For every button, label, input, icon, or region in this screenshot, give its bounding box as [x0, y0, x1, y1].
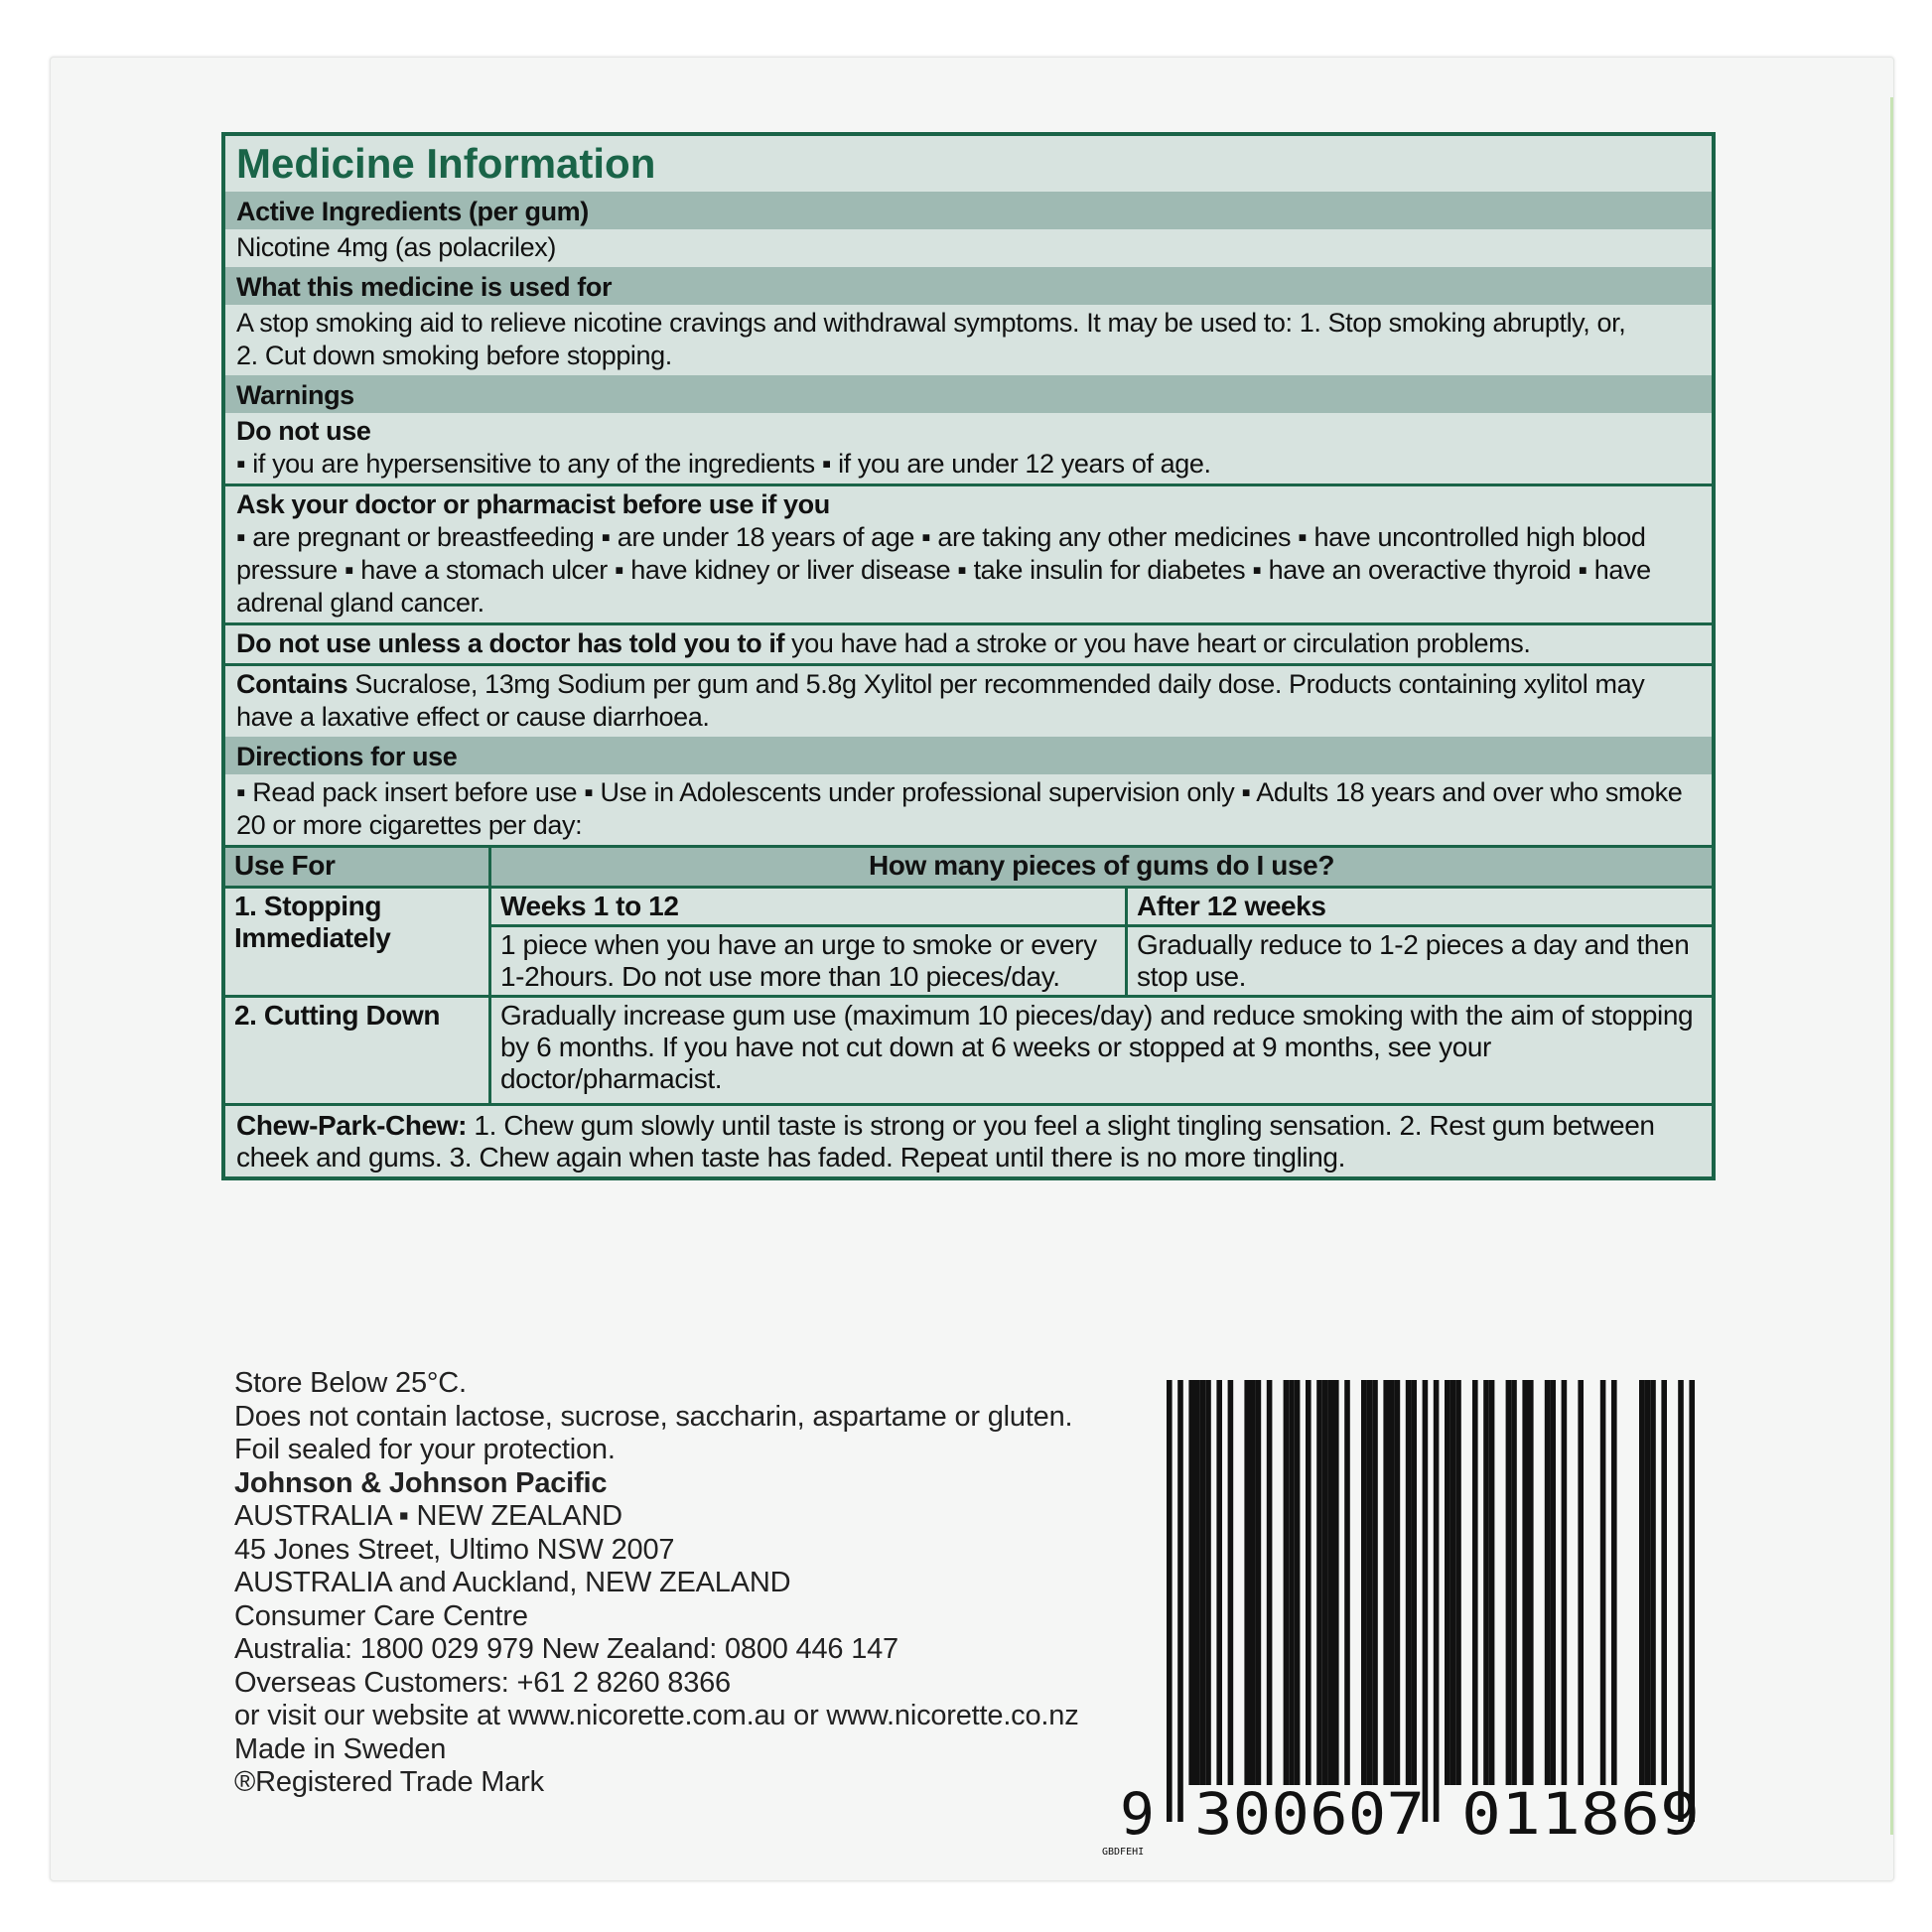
- chew-park-chew-section: [225, 1106, 1712, 1176]
- barcode-bar: [1244, 1380, 1250, 1785]
- barcode-bar: [1434, 1380, 1440, 1822]
- after-text: Gradually reduce to 1-2 pieces a day and then stop use.: [1127, 926, 1713, 997]
- weeks-text: 1 piece when you have an urge to smoke or every 1-2hours. Do not use more than 10 pieces/day.: [490, 926, 1127, 997]
- barcode-bar: [1450, 1380, 1456, 1785]
- ask-doctor-section: [225, 483, 1712, 622]
- barcode-bar: [1600, 1380, 1606, 1785]
- barcode-bar: [1177, 1380, 1183, 1822]
- barcode-bar: [1383, 1380, 1389, 1785]
- ask-doctor-heading: Ask your doctor or pharmacist before use if you: [236, 489, 830, 519]
- barcode-bar: [1344, 1380, 1350, 1785]
- do-not-use-text: ▪ if you are hypersensitive to any of the ingredients ▪ if you are under 12 years of age.: [236, 449, 1211, 479]
- barcode-bar: [1167, 1380, 1173, 1822]
- barcode-bar: [1367, 1380, 1373, 1785]
- dose-table: [225, 845, 1712, 1106]
- barcode-bar: [1372, 1380, 1378, 1785]
- countries-text: AUSTRALIA ▪ NEW ZEALAND: [234, 1500, 622, 1532]
- doctor-told-section: [225, 622, 1712, 663]
- barcode-small-code: GBDFEHI: [1102, 1847, 1145, 1858]
- website-text: or visit our website at www.nicorette.com.au or www.nicorette.co.nz: [234, 1700, 1079, 1731]
- care-centre-text: Consumer Care Centre: [234, 1599, 528, 1632]
- barcode-bar: [1216, 1380, 1222, 1785]
- directions-text: ▪ Read pack insert before use ▪ Use in Adolescents under professional supervision only ▪ Adults 18 years and over who smoke 20 or more cigarettes per day:: [236, 777, 1683, 840]
- barcode-bar: [1455, 1380, 1461, 1785]
- barcode-bar: [1306, 1380, 1311, 1785]
- overseas-text: Overseas Customers: +61 2 8260 8366: [234, 1666, 731, 1699]
- store-text: Store Below 25°C.: [234, 1367, 467, 1399]
- barcode-bar: [1250, 1380, 1256, 1785]
- barcode-bar: [1389, 1380, 1395, 1785]
- use-for-heading: Use For: [225, 847, 490, 888]
- stopping-row: [225, 888, 1712, 926]
- do-not-use-section: [225, 413, 1712, 483]
- warnings-heading: Warnings: [225, 375, 1712, 413]
- barcode-bar: [1528, 1380, 1534, 1785]
- after-heading: After 12 weeks: [1127, 888, 1713, 926]
- chew-text: 1. Chew gum slowly until taste is strong or you feel a slight tingling sensation. 2. Rest gum between cheek and gums. 3. Chew again when taste has faded. Repeat until there is no more tingling.: [236, 1110, 1655, 1173]
- barcode-bar: [1578, 1380, 1584, 1785]
- barcode-bar: [1522, 1380, 1528, 1785]
- cutting-label: 2. Cutting Down: [225, 997, 490, 1105]
- active-ingredients-text: Nicotine 4mg (as polacrilex): [236, 232, 556, 262]
- chew-bold: Chew-Park-Chew:: [236, 1110, 468, 1141]
- barcode-bar: [1661, 1380, 1667, 1785]
- barcode-bar: [1472, 1380, 1478, 1785]
- do-not-use-heading: Do not use: [236, 416, 371, 446]
- medicine-information-box: [221, 132, 1716, 1180]
- no-contain-text: Does not contain lactose, sucrose, saccharin, aspartame or gluten.: [234, 1400, 1073, 1433]
- directions-heading: Directions for use: [225, 737, 1712, 774]
- medicine-info-title: Medicine Information: [236, 140, 656, 187]
- dose-table-header-row: [225, 847, 1712, 888]
- barcode-bar: [1483, 1380, 1489, 1785]
- barcode-bar: [1678, 1380, 1684, 1822]
- stopping-label: 1. Stopping Immediately: [225, 888, 490, 997]
- barcode-bar: [1256, 1380, 1262, 1785]
- barcode-bar: [1322, 1380, 1328, 1785]
- barcode-bar: [1395, 1380, 1401, 1785]
- barcode-bar: [1194, 1380, 1200, 1785]
- trademark-text: ®Registered Trade Mark: [234, 1766, 544, 1798]
- barcode-bars: [1167, 1380, 1695, 1822]
- barcode-bar: [1650, 1380, 1656, 1785]
- barcode-bar: [1562, 1380, 1568, 1785]
- barcode-bar: [1423, 1380, 1429, 1822]
- barcode-bar: [1645, 1380, 1651, 1785]
- barcode-first-digit: 9: [1120, 1780, 1155, 1848]
- barcode-bar: [1689, 1380, 1695, 1822]
- doctor-told-text: you have had a stroke or you have heart or circulation problems.: [784, 628, 1531, 658]
- barcode-bar: [1295, 1380, 1301, 1785]
- barcode-right-digits: 011869: [1461, 1780, 1700, 1848]
- barcode-bar: [1406, 1380, 1412, 1785]
- barcode-bar: [1200, 1380, 1206, 1785]
- contains-bold: Contains: [236, 669, 348, 699]
- barcode-bar: [1361, 1380, 1367, 1785]
- barcode-bar: [1411, 1380, 1417, 1785]
- barcode-bar: [1489, 1380, 1495, 1785]
- cutting-text: Gradually increase gum use (maximum 10 pieces/day) and reduce smoking with the aim of stopping by 6 months. If you have not cut down at 6 weeks or stopped at 9 months, see your doctor/pharmacist.: [490, 997, 1713, 1105]
- active-ingredients-heading: Active Ingredients (per gum): [225, 192, 1712, 229]
- barcode-bar: [1327, 1380, 1333, 1785]
- contains-section: [225, 663, 1712, 737]
- storage-and-company-info: [234, 1367, 1079, 1800]
- phones-text: Australia: 1800 029 979 New Zealand: 0800 446 147: [234, 1633, 898, 1665]
- barcode-bar: [1284, 1380, 1290, 1785]
- ask-doctor-text: ▪ are pregnant or breastfeeding ▪ are under 18 years of age ▪ are taking any other medicines ▪ have uncontrolled high blood pressure ▪ have a stomach ulcer ▪ have kidney or liver disease ▪ take insulin for diabetes ▪ have an overactive thyroid ▪ have adrenal gland cancer.: [236, 522, 1651, 618]
- barcode-bar: [1289, 1380, 1295, 1785]
- barcode-bar: [1506, 1380, 1512, 1785]
- company-name: Johnson & Johnson Pacific: [234, 1466, 608, 1499]
- weeks-heading: Weeks 1 to 12: [490, 888, 1127, 926]
- made-in-text: Made in Sweden: [234, 1732, 447, 1765]
- barcode-left-digits: 300607: [1194, 1780, 1425, 1848]
- barcode: [1102, 1380, 1727, 1866]
- used-for-heading: What this medicine is used for: [225, 267, 1712, 305]
- contains-text: Sucralose, 13mg Sodium per gum and 5.8g Xylitol per recommended daily dose. Products containing xylitol may have a laxative effect or cause diarrhoea.: [236, 669, 1645, 732]
- barcode-bar: [1611, 1380, 1617, 1785]
- barcode-bar: [1333, 1380, 1339, 1785]
- barcode-bar: [1639, 1380, 1645, 1785]
- doctor-told-bold: Do not use unless a doctor has told you to if: [236, 628, 785, 658]
- barcode-bar: [1188, 1380, 1194, 1785]
- barcode-bar: [1316, 1380, 1322, 1785]
- cutting-row: [225, 997, 1712, 1105]
- used-for-text: A stop smoking aid to relieve nicotine cravings and withdrawal symptoms. It may be used to: 1. Stop smoking abruptly, or, 2. Cut down smoking before stopping.: [236, 308, 1626, 370]
- foil-text: Foil sealed for your protection.: [234, 1434, 616, 1465]
- barcode-bar: [1205, 1380, 1211, 1785]
- panel-edge: [1890, 97, 1893, 1835]
- how-many-heading: How many pieces of gums do I use?: [490, 847, 1713, 888]
- address-line-2: AUSTRALIA and Auckland, NEW ZEALAND: [234, 1567, 791, 1598]
- barcode-bar: [1550, 1380, 1556, 1785]
- barcode-bar: [1545, 1380, 1551, 1785]
- barcode-bar: [1445, 1380, 1450, 1785]
- barcode-bar: [1267, 1380, 1273, 1785]
- barcode-bar: [1228, 1380, 1234, 1785]
- address-line-1: 45 Jones Street, Ultimo NSW 2007: [234, 1533, 675, 1566]
- barcode-bar: [1511, 1380, 1517, 1785]
